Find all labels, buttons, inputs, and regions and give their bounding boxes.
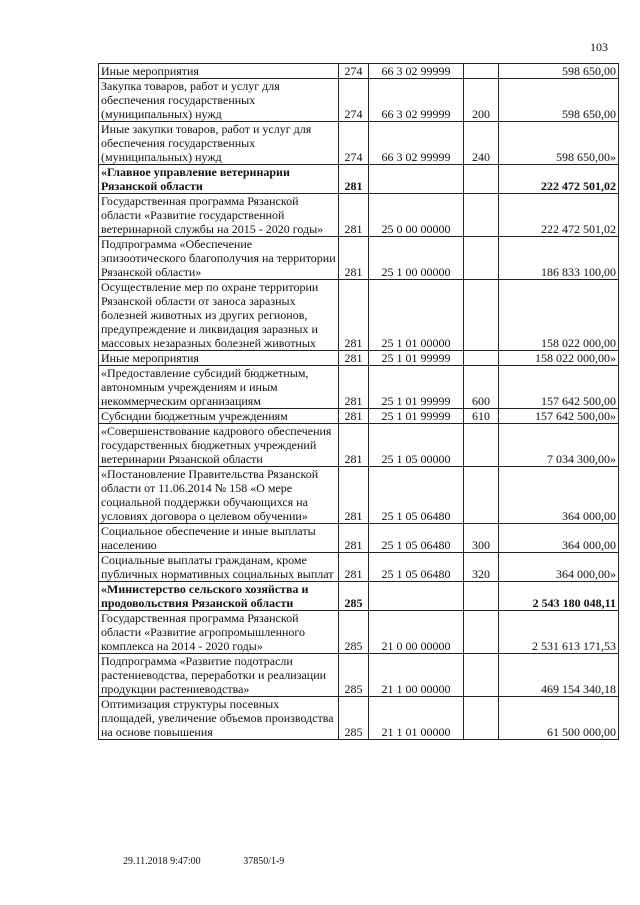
row-sum: 598 650,00 [499, 64, 619, 79]
footer-timestamp: 29.11.2018 9:47:00 [123, 856, 201, 867]
row-vr-code [464, 424, 499, 467]
row-vr-code [464, 467, 499, 524]
row-csr-code: 21 1 01 00000 [369, 697, 464, 740]
row-gr-code: 281 [339, 553, 369, 582]
row-vr-code: 600 [464, 366, 499, 409]
row-name: Иные мероприятия [99, 351, 339, 366]
row-sum: 7 034 300,00» [499, 424, 619, 467]
row-csr-code: 66 3 02 99999 [369, 122, 464, 165]
row-csr-code: 66 3 02 99999 [369, 64, 464, 79]
row-name: «Министерство сельского хозяйства и продовольствия Рязанской области [99, 582, 339, 611]
row-sum: 598 650,00 [499, 79, 619, 122]
row-gr-code: 285 [339, 697, 369, 740]
row-gr-code: 281 [339, 524, 369, 553]
table-row [99, 553, 619, 582]
row-vr-code [464, 582, 499, 611]
row-vr-code [464, 165, 499, 194]
table-row [99, 194, 619, 237]
row-csr-code: 25 1 01 99999 [369, 409, 464, 424]
row-csr-code: 66 3 02 99999 [369, 79, 464, 122]
table-row [99, 611, 619, 654]
row-sum: 186 833 100,00 [499, 237, 619, 280]
row-gr-code: 274 [339, 64, 369, 79]
page-number: 103 [590, 40, 608, 54]
footer-doc-id: 37850/1-9 [243, 856, 285, 867]
row-name: Оптимизация структуры посевных площадей, увеличение объемов производства на основе повышения [99, 697, 339, 740]
row-name: Государственная программа Рязанской области «Развитие государственной ветеринарной службы на 2015 - 2020 годы» [99, 194, 339, 237]
row-csr-code: 25 1 00 00000 [369, 237, 464, 280]
row-sum: 222 472 501,02 [499, 194, 619, 237]
row-name: Закупка товаров, работ и услуг для обеспечения государственных (муниципальных) нужд [99, 79, 339, 122]
table-row [99, 654, 619, 697]
row-gr-code: 281 [339, 467, 369, 524]
row-vr-code: 610 [464, 409, 499, 424]
table-row [99, 697, 619, 740]
table-row [99, 524, 619, 553]
row-vr-code [464, 611, 499, 654]
row-name: Иные закупки товаров, работ и услуг для обеспечения государственных (муниципальных) нужд [99, 122, 339, 165]
row-gr-code: 281 [339, 194, 369, 237]
row-csr-code: 25 0 00 00000 [369, 194, 464, 237]
row-csr-code [369, 165, 464, 194]
row-name: «Предоставление субсидий бюджетным, автономным учреждениям и иным некоммерческим организациям [99, 366, 339, 409]
row-csr-code: 25 1 01 99999 [369, 366, 464, 409]
row-csr-code [369, 582, 464, 611]
row-sum: 364 000,00» [499, 553, 619, 582]
row-gr-code: 281 [339, 165, 369, 194]
row-sum: 61 500 000,00 [499, 697, 619, 740]
footer [123, 856, 324, 867]
row-csr-code: 25 1 05 06480 [369, 524, 464, 553]
table-row [99, 366, 619, 409]
row-csr-code: 25 1 05 06480 [369, 467, 464, 524]
row-sum: 158 022 000,00 [499, 280, 619, 351]
row-gr-code: 274 [339, 122, 369, 165]
row-csr-code: 25 1 01 99999 [369, 351, 464, 366]
row-vr-code [464, 697, 499, 740]
row-sum: 158 022 000,00» [499, 351, 619, 366]
row-name: Подпрограмма «Обеспечение эпизоотического благополучия на территории Рязанской области» [99, 237, 339, 280]
table-row [99, 79, 619, 122]
row-vr-code: 200 [464, 79, 499, 122]
row-name: Осуществление мер по охране территории Рязанской области от заноса заразных болезней животных из других регионов, предупреждение и ликвидация заразных и массовых незаразных болезней животных [99, 280, 339, 351]
row-name: Иные мероприятия [99, 64, 339, 79]
table-row [99, 409, 619, 424]
table-row [99, 165, 619, 194]
table-row [99, 237, 619, 280]
table-row [99, 582, 619, 611]
table-row [99, 280, 619, 351]
row-sum: 2 531 613 171,53 [499, 611, 619, 654]
row-name: Субсидии бюджетным учреждениям [99, 409, 339, 424]
row-sum: 157 642 500,00 [499, 366, 619, 409]
row-vr-code: 300 [464, 524, 499, 553]
table-row [99, 122, 619, 165]
row-name: Социальное обеспечение и иные выплаты населению [99, 524, 339, 553]
row-gr-code: 285 [339, 611, 369, 654]
row-gr-code: 281 [339, 409, 369, 424]
row-vr-code: 240 [464, 122, 499, 165]
table-row [99, 351, 619, 366]
row-sum: 598 650,00» [499, 122, 619, 165]
budget-table [98, 63, 619, 740]
row-sum: 2 543 180 048,11 [499, 582, 619, 611]
row-sum: 364 000,00 [499, 524, 619, 553]
row-sum: 469 154 340,18 [499, 654, 619, 697]
row-name: «Главное управление ветеринарии Рязанской области [99, 165, 339, 194]
row-csr-code: 25 1 05 06480 [369, 553, 464, 582]
row-vr-code [464, 194, 499, 237]
row-csr-code: 21 1 00 00000 [369, 654, 464, 697]
row-name: «Постановление Правительства Рязанской области от 11.06.2014 № 158 «О мере социальной поддержки обучающихся на условиях договора о целевом обучении» [99, 467, 339, 524]
row-csr-code: 25 1 05 00000 [369, 424, 464, 467]
row-gr-code: 274 [339, 79, 369, 122]
row-gr-code: 281 [339, 237, 369, 280]
row-sum: 222 472 501,02 [499, 165, 619, 194]
table-row [99, 424, 619, 467]
row-name: «Совершенствование кадрового обеспечения государственных бюджетных учреждений ветеринарии Рязанской области [99, 424, 339, 467]
row-name: Государственная программа Рязанской области «Развитие агропромышленного комплекса на 2014 - 2020 годы» [99, 611, 339, 654]
row-gr-code: 281 [339, 366, 369, 409]
row-vr-code [464, 237, 499, 280]
row-name: Подпрограмма «Развитие подотрасли растениеводства, переработки и реализации продукции растениеводства» [99, 654, 339, 697]
row-sum: 157 642 500,00» [499, 409, 619, 424]
row-vr-code [464, 654, 499, 697]
row-vr-code [464, 64, 499, 79]
row-csr-code: 25 1 01 00000 [369, 280, 464, 351]
row-vr-code [464, 280, 499, 351]
row-csr-code: 21 0 00 00000 [369, 611, 464, 654]
row-gr-code: 281 [339, 280, 369, 351]
table-row [99, 467, 619, 524]
row-gr-code: 285 [339, 582, 369, 611]
row-gr-code: 285 [339, 654, 369, 697]
table-row [99, 64, 619, 79]
row-vr-code: 320 [464, 553, 499, 582]
row-gr-code: 281 [339, 424, 369, 467]
row-name: Социальные выплаты гражданам, кроме публичных нормативных социальных выплат [99, 553, 339, 582]
row-sum: 364 000,00 [499, 467, 619, 524]
row-vr-code [464, 351, 499, 366]
row-gr-code: 281 [339, 351, 369, 366]
